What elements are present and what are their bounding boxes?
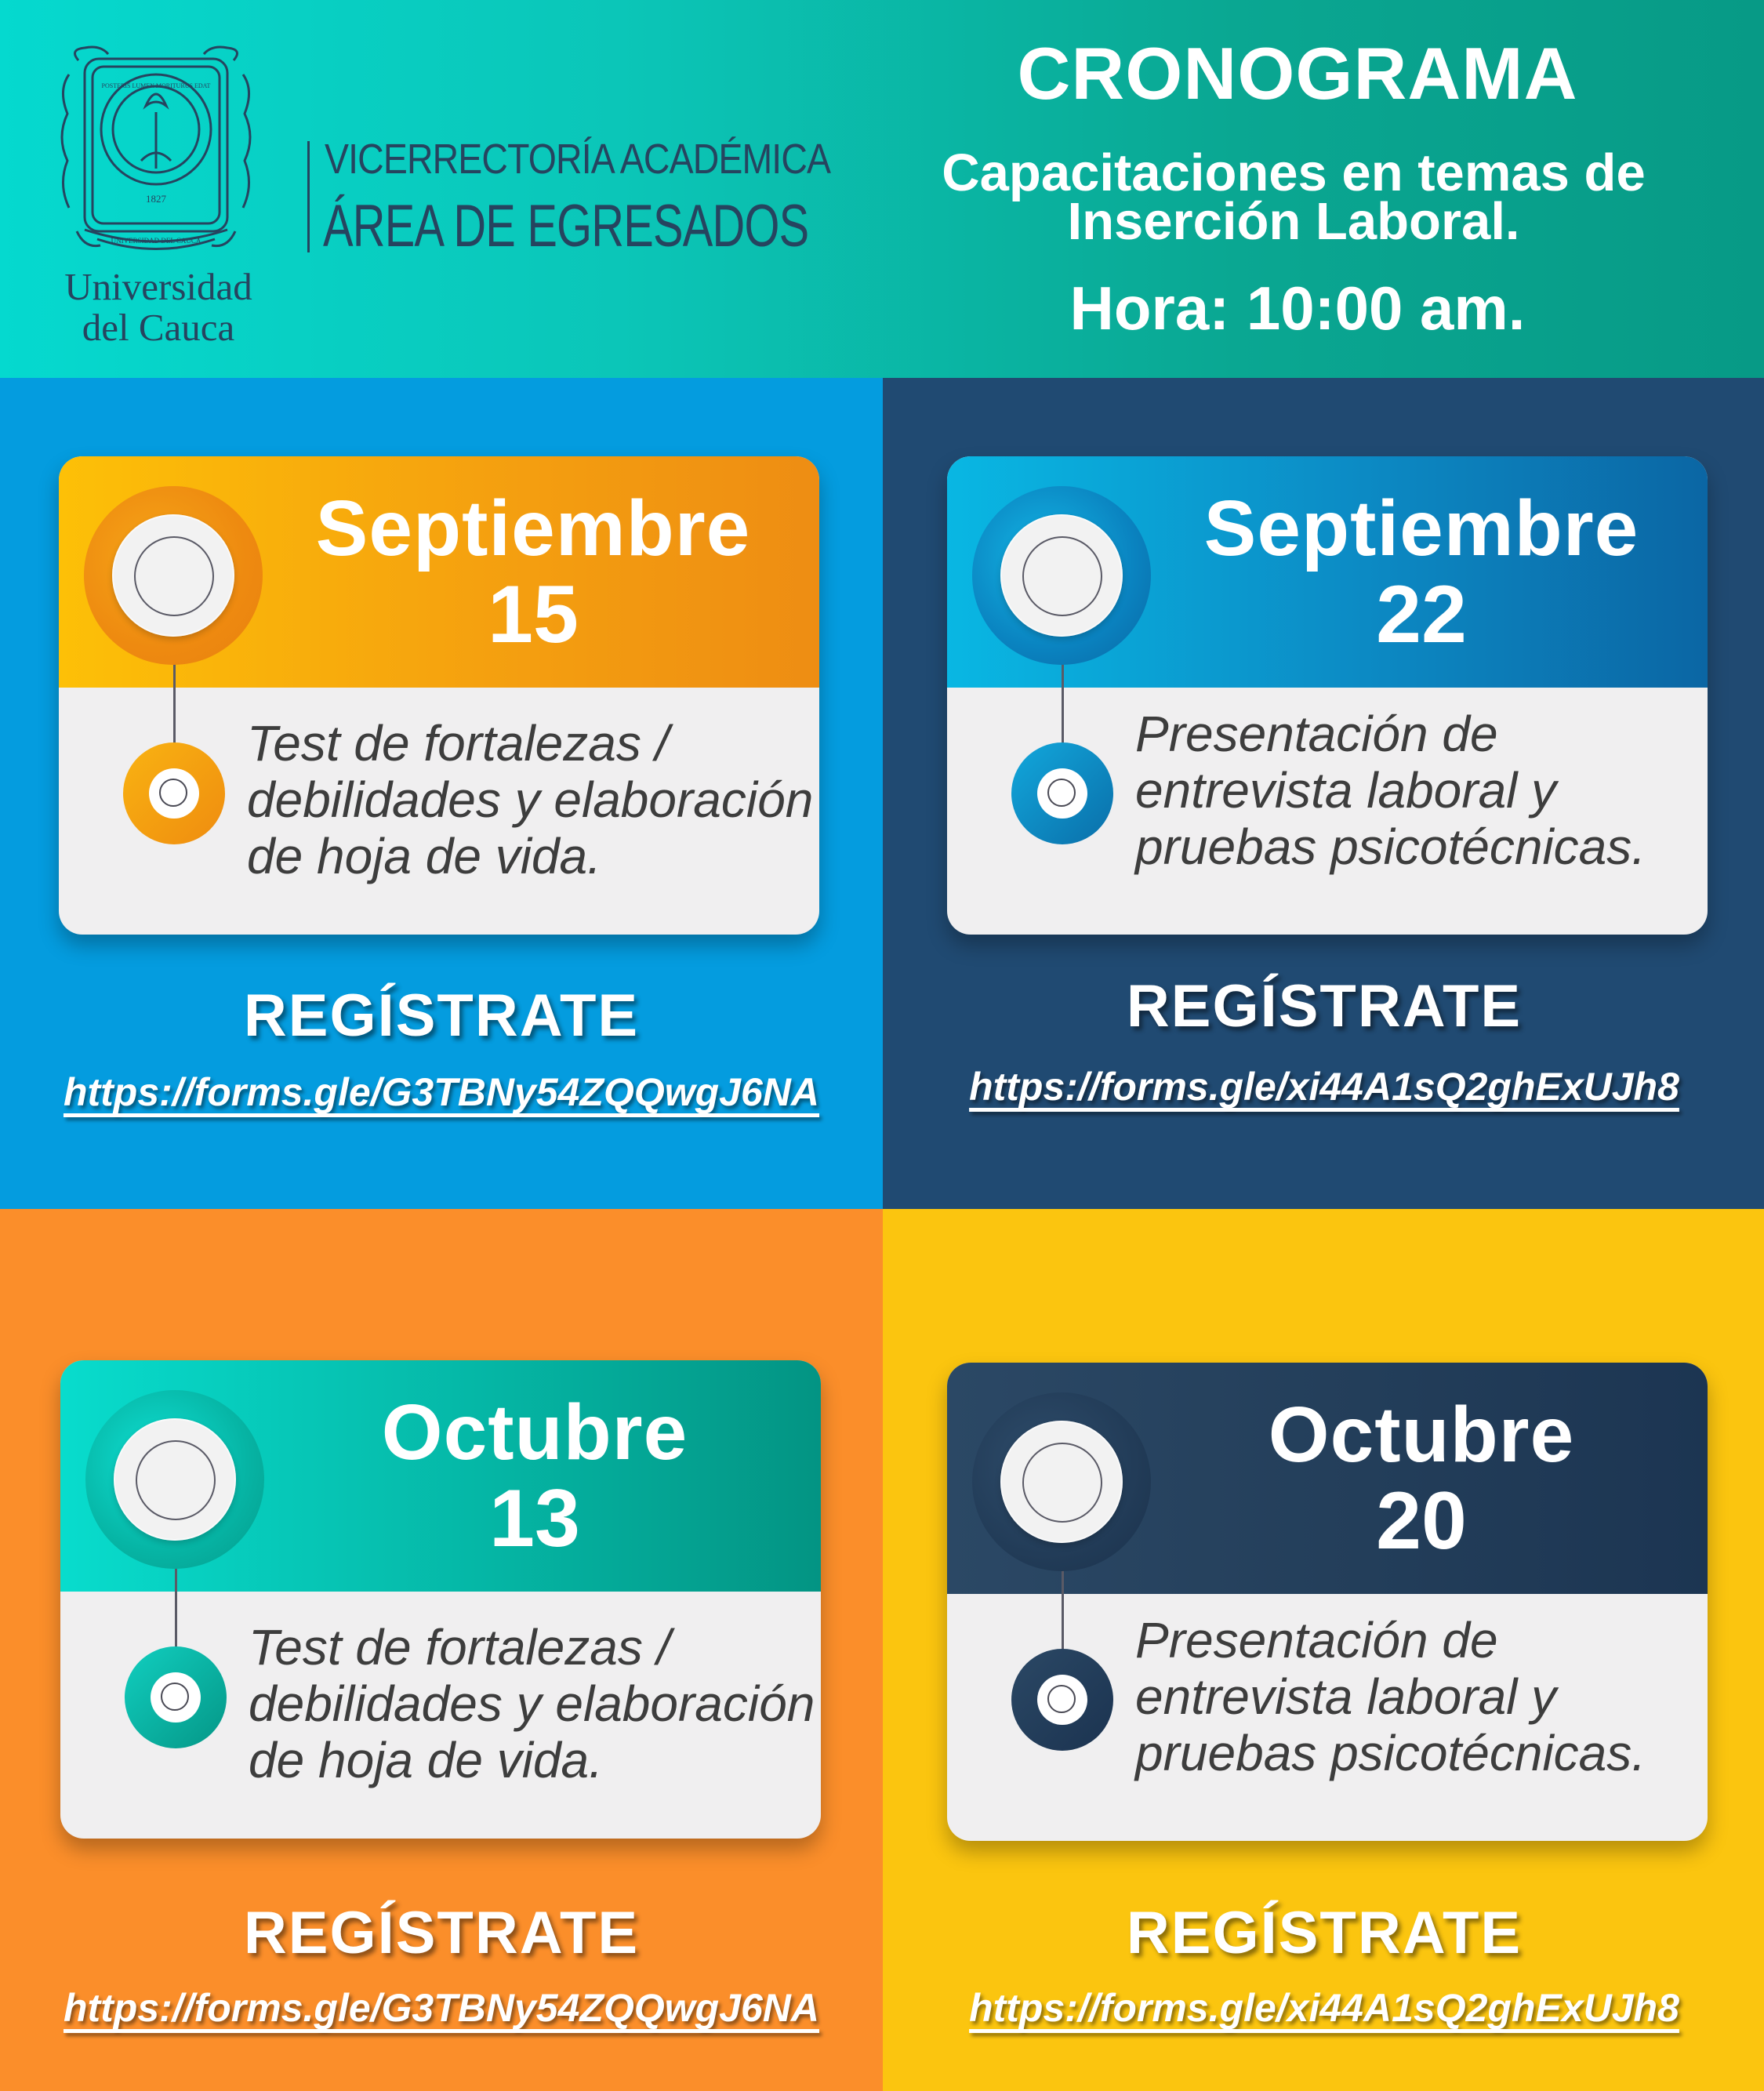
session-description	[249, 1619, 813, 1788]
session-month: Octubre	[381, 1389, 688, 1476]
register-label: REGÍSTRATE	[1126, 973, 1523, 1040]
session-time: Hora: 10:00 am.	[1069, 274, 1526, 343]
university-name-line1: Universidad	[64, 265, 252, 308]
session-panel-4	[883, 1209, 1764, 2091]
timeline-ring-icon	[84, 486, 263, 665]
description-line: Presentación de	[1135, 1612, 1498, 1668]
description-line: Presentación de	[1135, 706, 1498, 762]
session-card-1	[59, 456, 819, 935]
register-label: REGÍSTRATE	[243, 1900, 640, 1966]
session-panel-3	[0, 1209, 883, 2091]
session-description	[1135, 706, 1700, 875]
session-description	[247, 715, 814, 884]
timeline-dot-icon	[1011, 1649, 1113, 1751]
description-line: pruebas psicotécnicas.	[1135, 1725, 1646, 1781]
session-day: 15	[488, 569, 579, 660]
description-line: de hoja de vida.	[249, 1732, 603, 1788]
description-line: Test de fortalezas /	[249, 1619, 671, 1675]
description-line: entrevista laboral y	[1135, 1668, 1557, 1725]
timeline-ring-icon	[972, 1392, 1151, 1571]
page-title: CRONOGRAMA	[1017, 32, 1578, 114]
session-panel-2	[883, 378, 1764, 1209]
header-divider	[307, 141, 310, 252]
register-link[interactable]: https://forms.gle/G3TBNy54ZQQwgJ6NA	[63, 1986, 820, 2030]
session-card-3	[60, 1360, 821, 1839]
page-subtitle-line1: Capacitaciones en temas de	[942, 143, 1646, 202]
session-month: Septiembre	[315, 485, 751, 572]
page-subtitle-line2: Inserción Laboral.	[1067, 192, 1520, 251]
description-line: debilidades y elaboración	[247, 771, 814, 828]
session-day: 20	[1376, 1476, 1467, 1566]
seal-motto: POSTERIS LUMEN MORITURUS EDAT	[101, 82, 211, 89]
timeline-dot-icon	[1011, 742, 1113, 844]
university-name-line2: del Cauca	[82, 306, 235, 349]
session-month: Octubre	[1268, 1391, 1575, 1479]
description-line: de hoja de vida.	[247, 828, 601, 884]
department-area: ÁREA DE EGRESADOS	[323, 193, 809, 260]
session-day: 22	[1376, 569, 1467, 660]
register-label: REGÍSTRATE	[1126, 1900, 1523, 1966]
timeline-dot-icon	[125, 1646, 227, 1748]
session-panel-1	[0, 378, 883, 1209]
description-line: debilidades y elaboración	[249, 1675, 815, 1732]
timeline-ring-icon	[85, 1390, 264, 1569]
department-name: VICERRECTORÍA ACADÉMICA	[325, 136, 831, 183]
register-link[interactable]: https://forms.gle/xi44A1sQ2ghExUJh8	[969, 1065, 1679, 1109]
session-month: Septiembre	[1203, 485, 1639, 572]
page-subtitle	[835, 143, 1752, 251]
description-line: Test de fortalezas /	[247, 715, 670, 771]
session-card-4	[947, 1363, 1708, 1841]
timeline-ring-icon	[972, 486, 1151, 665]
timeline-dot-icon	[123, 742, 225, 844]
university-seal-icon	[53, 43, 259, 256]
session-card-2	[947, 456, 1708, 935]
university-name	[41, 267, 276, 348]
session-description	[1135, 1612, 1700, 1781]
description-line: pruebas psicotécnicas.	[1135, 819, 1646, 875]
register-link[interactable]: https://forms.gle/xi44A1sQ2ghExUJh8	[969, 1986, 1679, 2030]
seal-year: 1827	[146, 193, 166, 205]
session-day: 13	[489, 1473, 580, 1564]
register-link[interactable]: https://forms.gle/G3TBNy54ZQQwgJ6NA	[63, 1070, 820, 1114]
description-line: entrevista laboral y	[1135, 762, 1557, 819]
seal-ribbon: UNIVERSIDAD DEL CAUCA	[111, 237, 201, 245]
register-label: REGÍSTRATE	[243, 982, 640, 1049]
header	[0, 0, 1764, 378]
